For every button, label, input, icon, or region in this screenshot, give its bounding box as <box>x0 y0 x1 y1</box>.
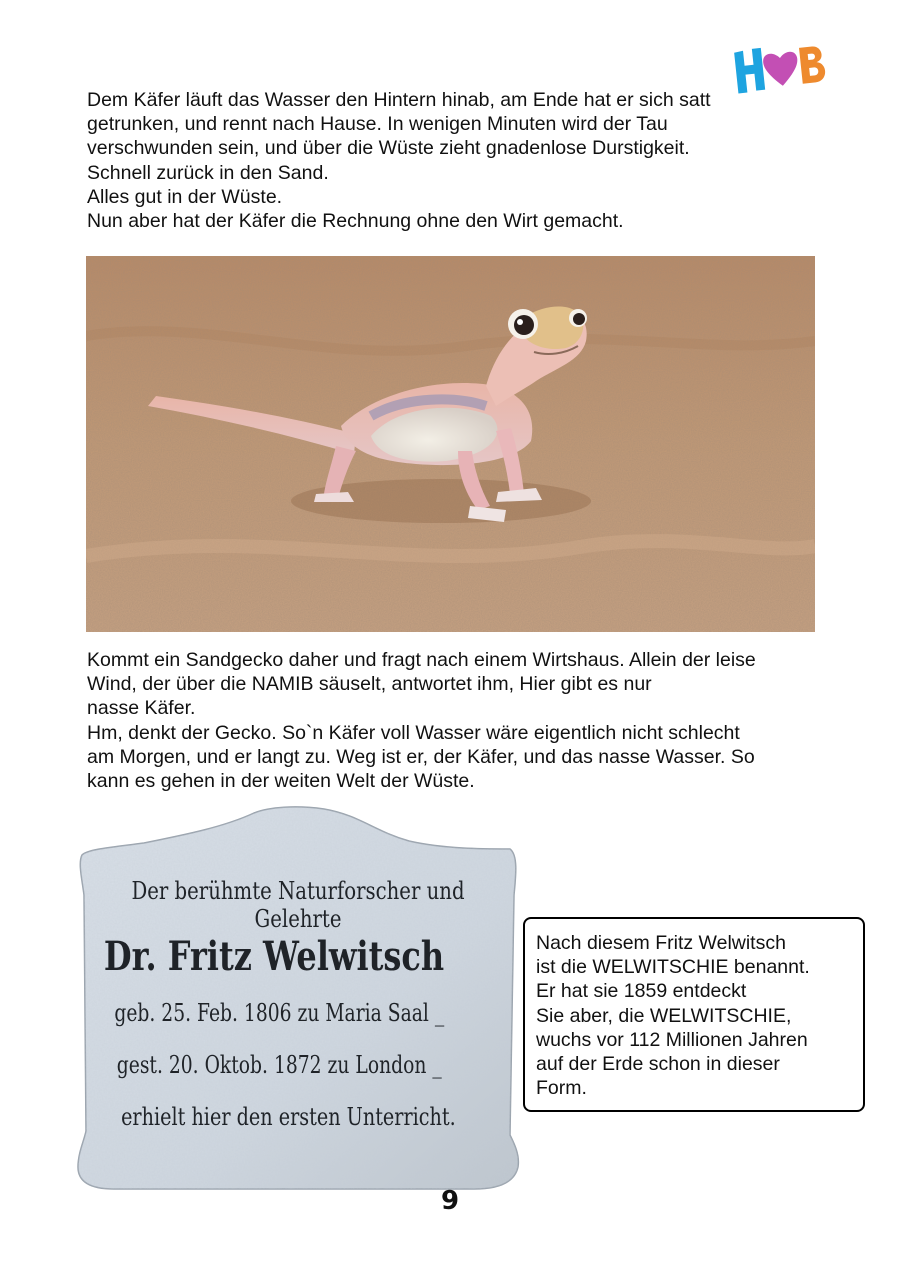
text-line: Kommt ein Sandgecko daher und fragt nach einem Wirtshaus. Allein der leise <box>87 649 756 671</box>
info-line: Form. <box>536 1077 587 1100</box>
text-line: Alles gut in der Wüste. <box>87 185 283 208</box>
text-line: am Morgen, und er langt zu. Weg ist er, der Käfer, und das nasse Wasser. So <box>87 745 755 768</box>
info-line: Sie aber, die WELWITSCHIE, <box>536 1004 792 1027</box>
hvb-logo <box>730 40 830 95</box>
text-line: Dem Käfer läuft das Wasser den Hintern hinab, am Ende hat er sich satt <box>87 89 711 111</box>
text-line: nasse Käfer. <box>87 697 196 720</box>
plaque-line-name: Dr. Fritz Welwitsch <box>103 933 445 980</box>
plaque-line-school: erhielt hier den ersten Unterricht. <box>121 1103 456 1131</box>
info-line: ist die WELWITSCHIE benannt. <box>536 956 810 979</box>
text-line: Hm, denkt der Gecko. So`n Käfer voll Wasser wäre eigentlich nicht schlecht <box>87 721 740 744</box>
story-paragraph-2 <box>87 648 827 793</box>
page-number: 9 <box>440 1186 460 1216</box>
text-line: verschwunden sein, und über die Wüste zieht gnadenlose Durstigkeit. <box>87 137 690 160</box>
text-line: getrunken, und rennt nach Hause. In wenigen Minuten wird der Tau <box>87 113 668 136</box>
text-line: Nun aber hat der Käfer die Rechnung ohne den Wirt gemacht. <box>87 210 624 233</box>
text-line: Schnell zurück in den Sand. <box>87 161 329 184</box>
info-line: Nach diesem Fritz Welwitsch <box>536 932 786 954</box>
welwitschia-info-box <box>523 917 865 1112</box>
plaque-line-born: geb. 25. Feb. 1806 zu Maria Saal _ <box>114 999 445 1027</box>
stone-plaque <box>74 805 522 1190</box>
info-line: auf der Erde schon in dieser <box>536 1053 780 1076</box>
text-line: Wind, der über die NAMIB säuselt, antwortet ihm, Hier gibt es nur <box>87 673 652 696</box>
gecko-photo <box>86 256 815 632</box>
info-line: wuchs vor 112 Millionen Jahren <box>536 1028 808 1051</box>
plaque-line-intro: Der berühmte Naturforscher und Gelehrte <box>131 877 465 933</box>
text-line: kann es gehen in der weiten Welt der Wüste. <box>87 770 475 793</box>
info-line: Er hat sie 1859 entdeckt <box>536 980 747 1003</box>
plaque-line-died: gest. 20. Oktob. 1872 zu London _ <box>116 1051 442 1079</box>
story-paragraph-1 <box>87 88 827 233</box>
